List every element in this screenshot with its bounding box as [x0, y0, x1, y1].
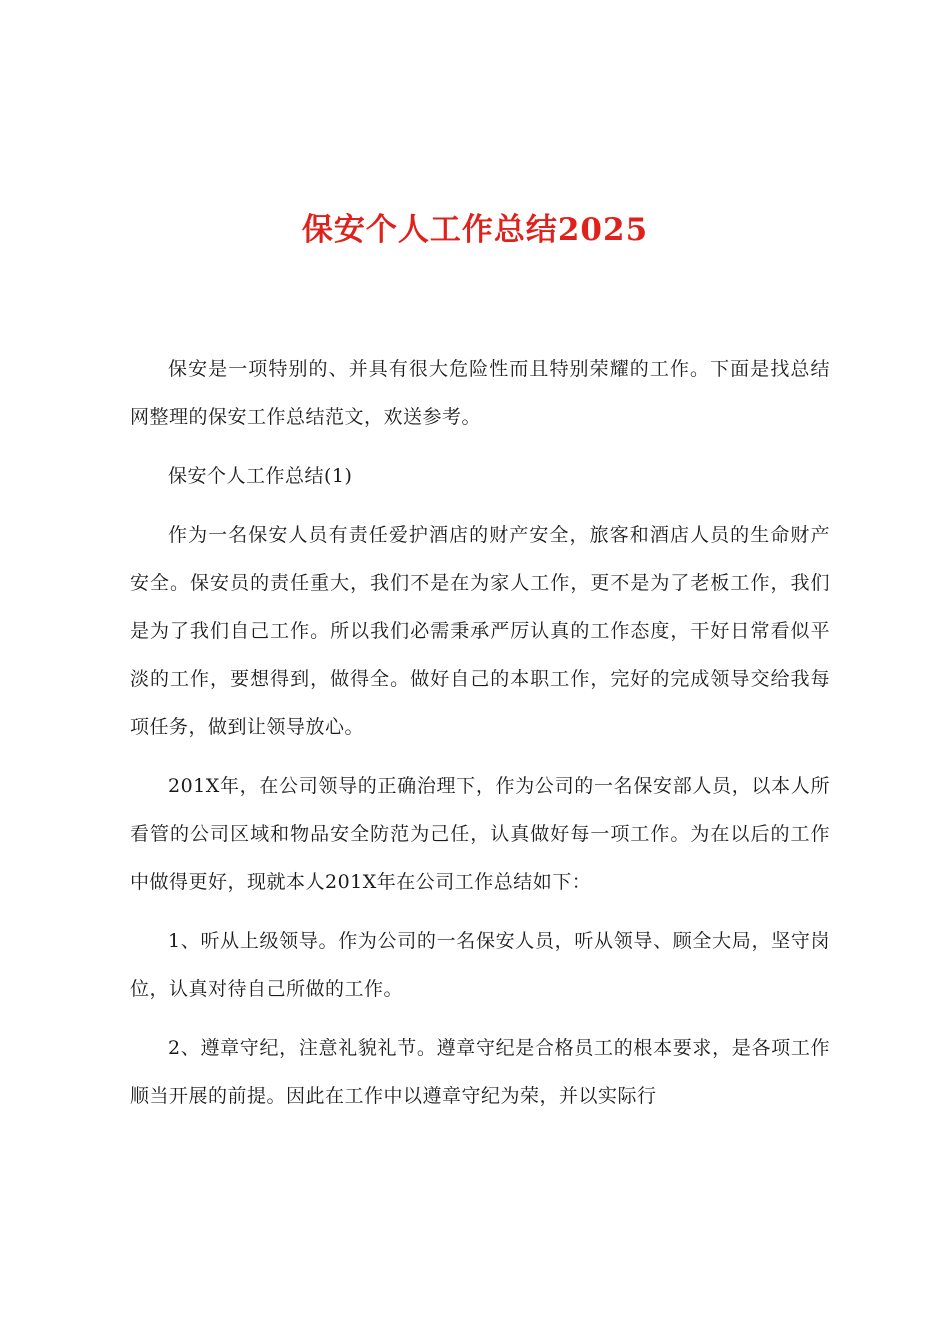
document-body	[130, 345, 830, 1131]
paragraph-responsibility: 作为一名保安人员有责任爱护酒店的财产安全，旅客和酒店人员的生命财产安全。保安员的责任重大，我们不是在为家人工作，更不是为了老板工作，我们是为了我们自己工作。所以我们必需秉承严厉认真的工作态度，干好日常看似平淡的工作，要想得到，做得全。做好自己的本职工作，完好的完成领导交给我每项任务，做到让领导放心。	[130, 524, 830, 738]
paragraph-item-1: 1、听从上级领导。作为公司的一名保安人员，听从领导、顾全大局，坚守岗位，认真对待自己所做的工作。	[130, 930, 830, 1000]
section-heading: 保安个人工作总结(1)	[168, 465, 353, 487]
paragraph-intro: 保安是一项特别的、并具有很大危险性而且特别荣耀的工作。下面是找总结网整理的保安工作总结范文，欢送参考。	[130, 358, 830, 428]
paragraph-year-summary: 201X年，在公司领导的正确治理下，作为公司的一名保安部人员，以本人所看管的公司区域和物品安全防范为己任，认真做好每一项工作。为在以后的工作中做得更好，现就本人201X年在公司工作总结如下：	[130, 775, 830, 893]
paragraph-item-2: 2、遵章守纪，注意礼貌礼节。遵章守纪是合格员工的根本要求，是各项工作顺当开展的前提。因此在工作中以遵章守纪为荣，并以实际行	[130, 1037, 830, 1107]
document-title: 保安个人工作总结2025	[301, 212, 649, 248]
